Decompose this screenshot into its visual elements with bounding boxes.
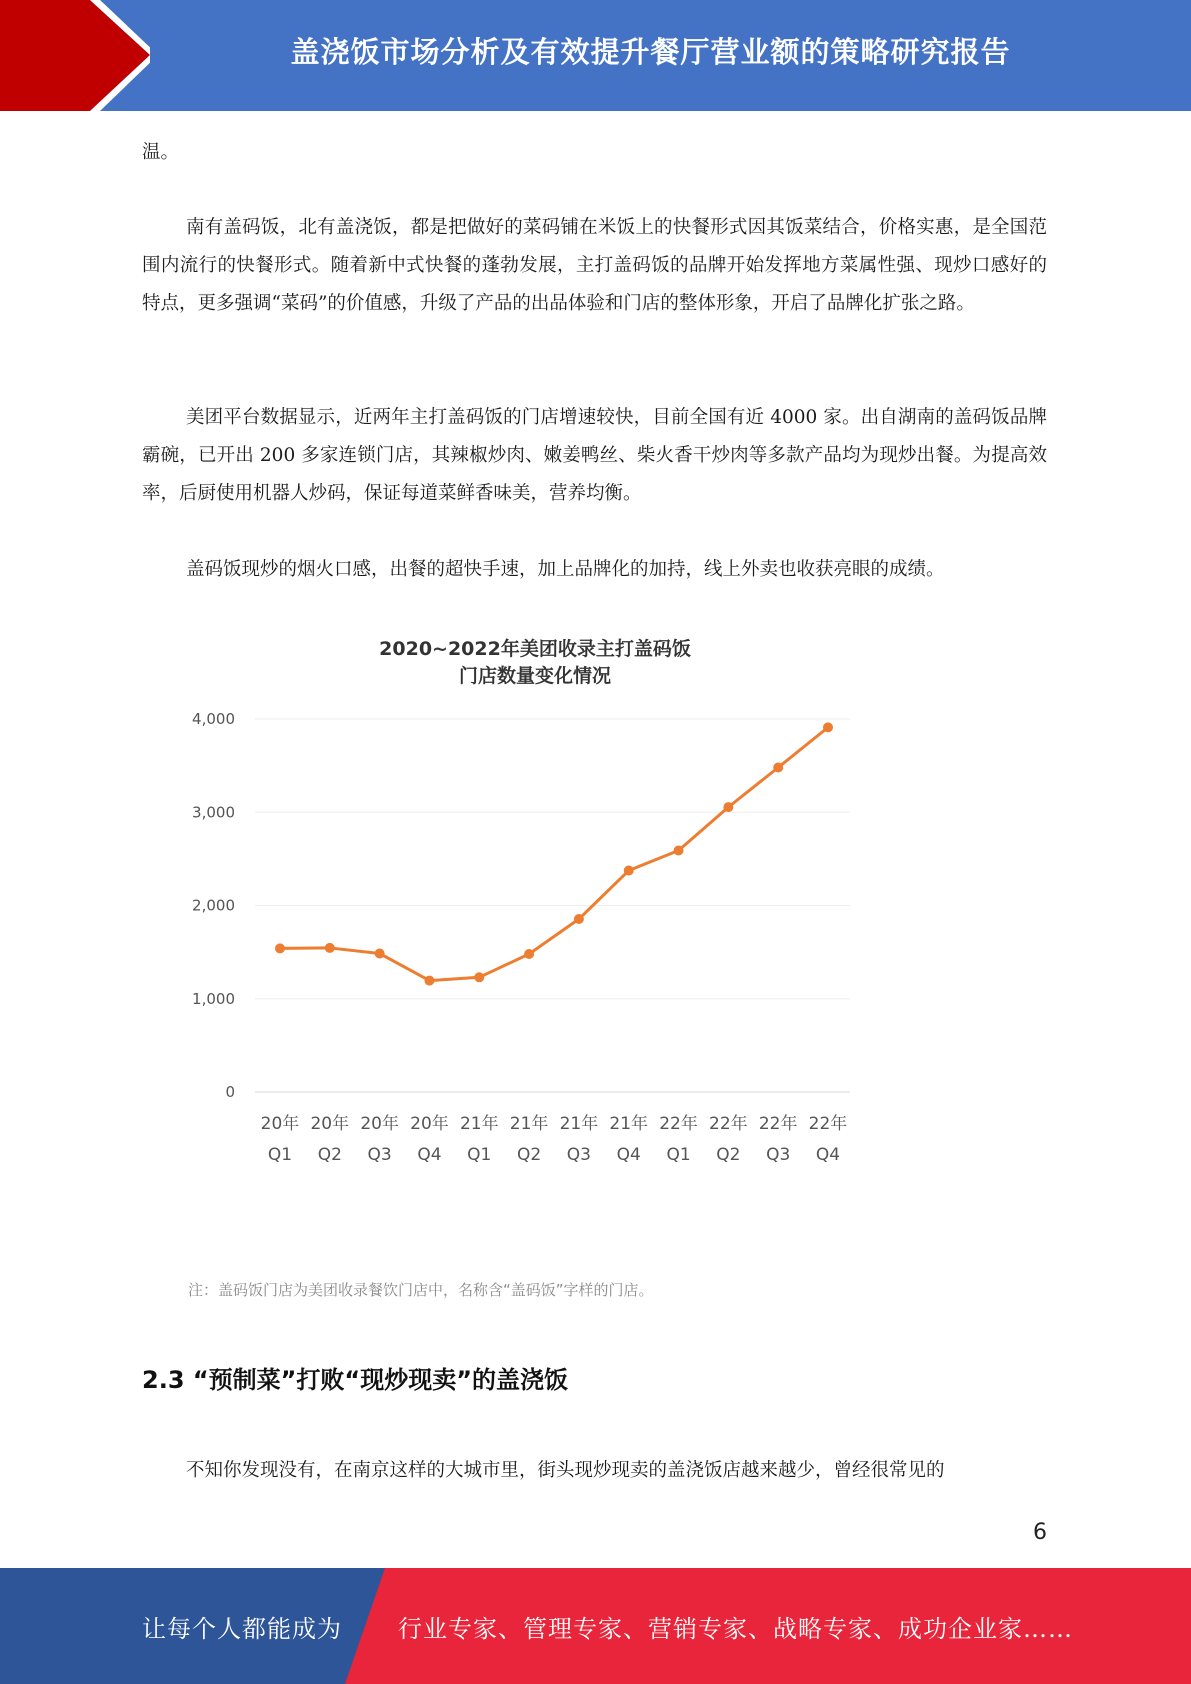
data-point xyxy=(424,976,434,986)
data-point xyxy=(275,943,285,953)
paragraph-section-start: 不知你发现没有，在南京这样的大城市里，街头现炒现卖的盖浇饭店越来越少，曾经很常见的 xyxy=(186,1460,945,1481)
data-point xyxy=(723,802,733,812)
y-tick-label: 3,000 xyxy=(192,803,235,822)
data-point xyxy=(474,972,484,982)
x-tick-label-quarter: Q4 xyxy=(815,1145,841,1165)
chart-footnote: 注：盖码饭门店为美团收录餐饮门店中，名称含“盖码饭”字样的门店。 xyxy=(188,1281,654,1299)
x-tick-label-quarter: Q4 xyxy=(417,1145,442,1165)
data-point xyxy=(524,949,534,959)
paragraph-gaimafan-intro: 南有盖码饭，北有盖浇饭，都是把做好的菜码铺在米饭上的快餐形式因其饭菜结合，价格实惠，是全国范围内流行的快餐形式。随着新中式快餐的蓬勃发展，主打盖码饭的品牌开始发挥地方菜属性强、现炒口感好的特点，更多强调“菜码”的价值感，升级了产品的出品体验和门店的整体形象，开启了品牌化扩张之路。 xyxy=(142,217,1047,314)
footer-slogan-left: 让每个人都能成为 xyxy=(142,1614,342,1643)
x-tick-label-year: 22年 xyxy=(808,1114,848,1134)
data-point xyxy=(375,949,385,959)
x-tick-label-quarter: Q2 xyxy=(716,1145,741,1165)
data-point xyxy=(574,914,584,924)
x-tick-label-year: 20年 xyxy=(410,1114,449,1134)
x-tick-label-year: 21年 xyxy=(559,1114,599,1134)
y-tick-label: 0 xyxy=(225,1083,235,1101)
page-header xyxy=(0,0,1191,111)
y-tick-label: 4,000 xyxy=(192,710,235,728)
x-tick-label-year: 21年 xyxy=(609,1114,649,1134)
chart-title-line1: 2020~2022年美团收录主打盖码饭 xyxy=(379,638,691,660)
paragraph-continuation: 温。 xyxy=(142,142,180,163)
x-tick-label-quarter: Q1 xyxy=(467,1145,492,1165)
data-point xyxy=(624,866,634,876)
chart-title-line2: 门店数量变化情况 xyxy=(458,665,612,687)
x-tick-label-quarter: Q1 xyxy=(666,1145,691,1165)
x-tick-label-quarter: Q3 xyxy=(766,1145,791,1165)
data-point xyxy=(823,722,833,732)
x-tick-label-quarter: Q2 xyxy=(516,1145,542,1165)
x-tick-label-quarter: Q2 xyxy=(317,1145,342,1165)
x-tick-label-year: 22年 xyxy=(709,1114,748,1134)
section-heading: 2.3 “预制菜”打败“现炒现卖”的盖浇饭 xyxy=(142,1366,568,1394)
x-tick-label-year: 20年 xyxy=(360,1114,399,1134)
report-title: 盖浇饭市场分析及有效提升餐厅营业额的策略研究报告 xyxy=(290,34,1011,69)
x-tick-label-year: 20年 xyxy=(310,1114,350,1134)
x-tick-label-year: 22年 xyxy=(758,1114,798,1134)
x-tick-label-quarter: Q4 xyxy=(616,1145,641,1165)
footer-slogan-right: 行业专家、管理专家、营销专家、战略专家、成功企业家…… xyxy=(398,1614,1073,1643)
x-tick-label-year: 22年 xyxy=(659,1114,698,1134)
paragraph-meituan-data: 美团平台数据显示，近两年主打盖码饭的门店增速较快，目前全国有近 4000 家。出自湖南的盖码饭品牌霸碗，已开出 200 多家连锁门店，其辣椒炒肉、嫩姜鸭丝、柴火香干炒肉等多款产品均为现炒出餐。为提高效率，后厨使用机器人炒码，保证每道菜鲜香味美，营养均衡。 xyxy=(142,407,1047,504)
header-red-chevron xyxy=(0,0,150,111)
x-tick-label-year: 20年 xyxy=(260,1114,300,1134)
x-tick-label-quarter: Q3 xyxy=(566,1145,592,1165)
x-tick-label-year: 21年 xyxy=(459,1114,499,1134)
series-line xyxy=(280,727,828,980)
chart-canvas xyxy=(180,630,940,1310)
page-footer xyxy=(0,1568,1191,1684)
page-number: 6 xyxy=(1033,1520,1047,1545)
x-tick-label-quarter: Q3 xyxy=(367,1145,392,1165)
x-tick-label-year: 21年 xyxy=(509,1114,549,1134)
y-tick-label: 1,000 xyxy=(192,989,235,1008)
data-point xyxy=(325,943,335,953)
store-count-line-chart xyxy=(180,630,940,1310)
y-tick-label: 2,000 xyxy=(192,896,235,915)
data-point xyxy=(674,845,684,855)
paragraph-takeout: 盖码饭现炒的烟火口感，出餐的超快手速，加上品牌化的加持，线上外卖也收获亮眼的成绩。 xyxy=(186,559,945,580)
data-point xyxy=(773,762,783,772)
x-tick-label-quarter: Q1 xyxy=(267,1145,293,1165)
